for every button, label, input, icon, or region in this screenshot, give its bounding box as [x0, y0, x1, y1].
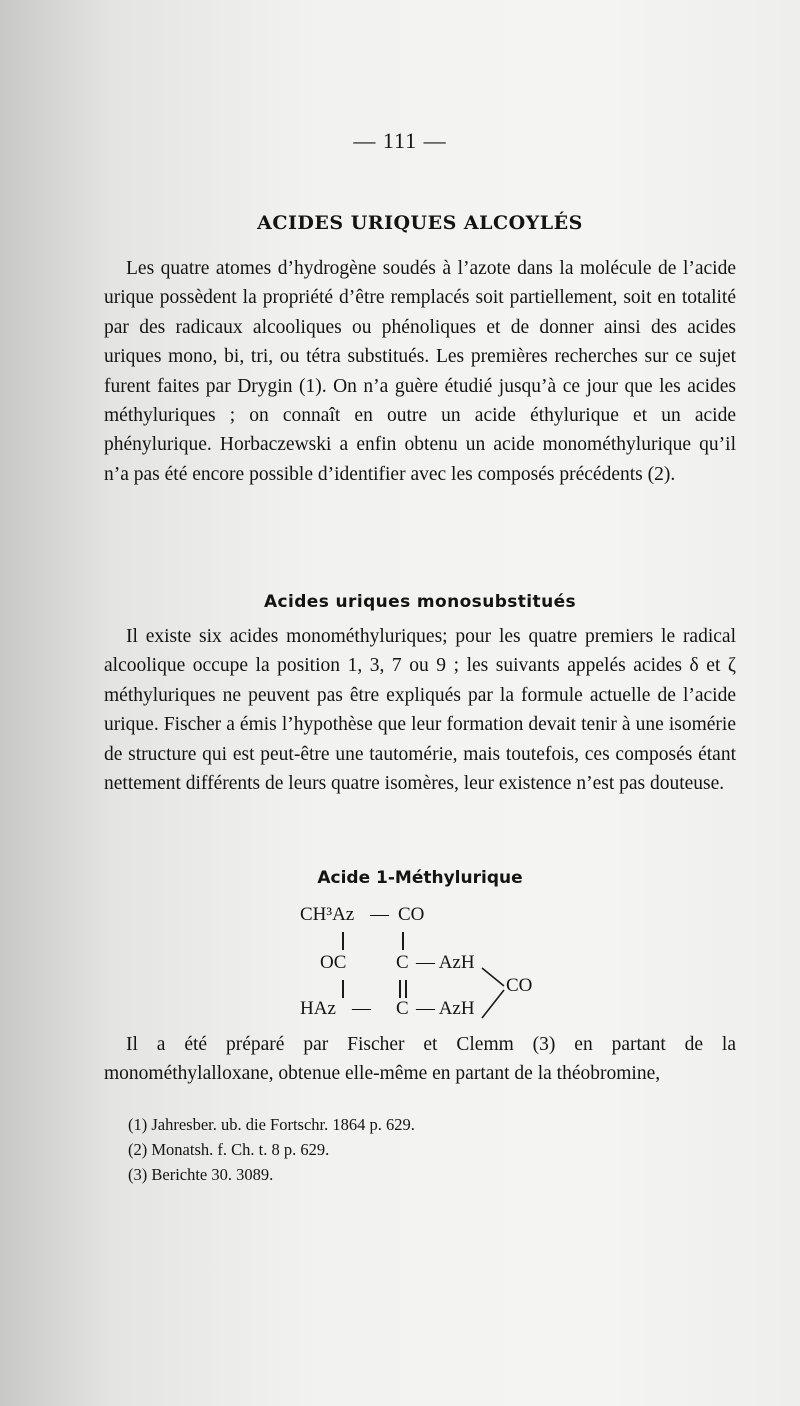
formula-title: Acide 1-Méthylurique — [317, 868, 523, 888]
double-bond-b — [405, 980, 407, 998]
section-title: ACIDES URIQUES ALCOYLÉS — [257, 212, 583, 234]
preparation-paragraph-text: Il a été préparé par Fischer et Clemm (3) en partant de la monométhylalloxane, obtenue elle-même en partant de la théobromine, — [104, 1034, 736, 1085]
monosubstituted-paragraph — [104, 622, 736, 798]
monosubstituted-paragraph-text: Il existe six acides monométhyluriques; pour les quatre premiers le radical alcoolique occupe la position 1, 3, 7 ou 9 ; les suivants appelés acides δ et ζ méthyluriques ne peuvent pas être expliqués par la formule actuelle de l’acide urique. Fischer a émis l’hypothèse que leur formation devait tenir à une isomérie de structure qui est peut-être une tautomérie, mais toutefois, ces composés étant nettement différents de leurs quatre isomères, leur existence n’est pas douteuse. — [104, 626, 736, 795]
bond-left-1 — [342, 932, 344, 950]
footnotes — [128, 1112, 628, 1187]
formula-haz: HAz — [300, 998, 336, 1019]
footnote-3: (3) Berichte 30. 3089. — [128, 1165, 274, 1184]
page-number: — 111 — — [353, 128, 447, 153]
structural-formula — [290, 900, 570, 1030]
formula-oc: OC — [320, 952, 347, 973]
footnote-1: (1) Jahresber. ub. die Fortschr. 1864 p. 629. — [128, 1115, 415, 1134]
formula-co-right: CO — [506, 975, 533, 996]
subheading: Acides uriques monosubstitués — [263, 592, 577, 612]
formula-c-mid: C — [396, 952, 409, 973]
footnote-2: (2) Monatsh. f. Ch. t. 8 p. 629. — [128, 1140, 330, 1159]
double-bond-a — [399, 980, 401, 998]
preparation-paragraph — [104, 1030, 736, 1089]
bond-right-1 — [402, 932, 404, 950]
formula-azh-top: — AzH — [416, 952, 475, 973]
bond-left-2 — [342, 980, 344, 998]
formula-dash-3: — — [352, 998, 371, 1019]
formula-ch3az: CH³Az — [300, 904, 355, 925]
intro-paragraph-text: Les quatre atomes d’hydrogène soudés à l’azote dans la molécule de l’acide urique possèdent la propriété d’être remplacés soit partiellement, soit en totalité par des radicaux alcooliques ou phénoliques et de donner ainsi des acides uriques mono, bi, tri, ou tétra substitués. Les premières recherches sur ce sujet furent faites par Drygin (1). On n’a guère étudié jusqu’à ce jour que les acides méthyluriques ; on connaît en outre un acide éthylurique et un acide phénylurique. Horbaczewski a enfin obtenu un acide monométhylurique qu’il n’a pas été encore possible d’identifier avec les composés précédents (2). — [104, 258, 736, 485]
formula-dash-1: — — [370, 904, 389, 925]
formula-azh-bottom: — AzH — [416, 998, 475, 1019]
formula-c-bottom: C — [396, 998, 409, 1019]
intro-paragraph — [104, 254, 736, 489]
formula-co-top: CO — [398, 904, 425, 925]
